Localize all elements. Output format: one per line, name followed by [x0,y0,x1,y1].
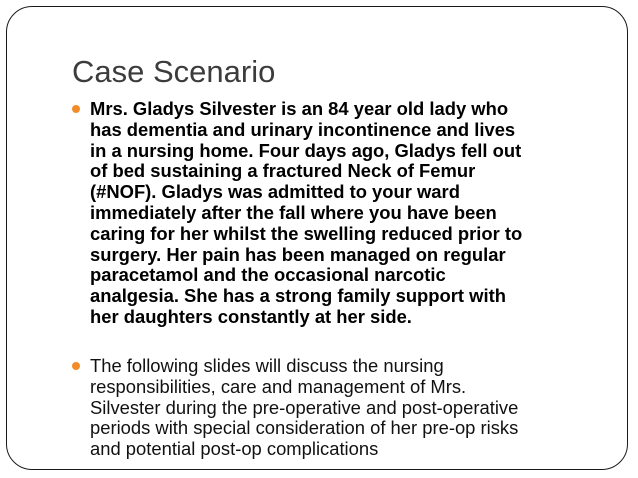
bullet-line: has dementia and urinary incontinence and lives [90,118,516,140]
bullet-line: periods with special consideration of her pre-op risks [90,417,519,439]
bullet-slides-overview [72,356,592,460]
bullet-line: of bed sustaining a fractured Neck of Femur [90,160,476,182]
bullet-line: immediately after the fall where you have been [90,201,497,223]
bullet-line: in a nursing home. Four days ago, Gladys fell out [90,139,522,161]
bullet-line: (#NOF). Gladys was admitted to your ward [90,181,460,203]
bullet-line: responsibilities, care and management of Mrs. [90,375,467,397]
bullet-line: surgery. Her pain has been managed on regular [90,243,506,265]
bullet-dot-icon [72,99,90,328]
bullet-line: and potential post-op complications [90,438,379,460]
bullet-line: caring for her whilst the swelling reduced prior to [90,222,523,244]
bullet-line: Mrs. Gladys Silvester is an 84 year old lady who [90,98,509,119]
bullet-line: paracetamol and the occasional narcotic [90,264,446,286]
bullet-text [90,99,592,328]
bullet-line: analgesia. She has a strong family support with [90,285,506,307]
bullet-text [90,356,592,460]
bullet-line: Silvester during the pre-operative and post-operative [90,396,519,418]
bullet-case-description [72,99,592,328]
bullet-line: The following slides will discuss the nursing [90,355,444,376]
slide-title: Case Scenario [72,54,276,89]
bullet-dot-icon [72,356,90,460]
bullet-line: her daughters constantly at her side. [90,305,412,327]
